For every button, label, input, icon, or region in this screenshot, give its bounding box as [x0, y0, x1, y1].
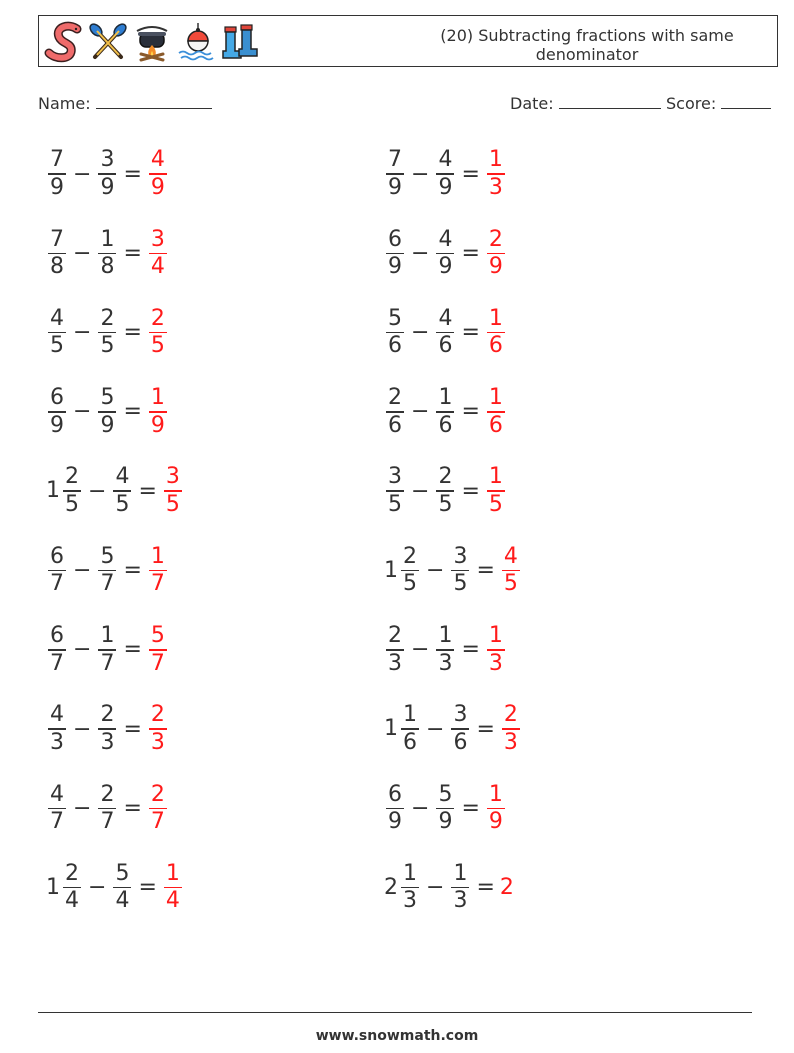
fraction [386, 464, 404, 518]
fraction [149, 385, 167, 439]
numerator: 1 [488, 147, 503, 173]
numerator: 6 [50, 623, 64, 649]
fraction [436, 227, 454, 281]
equals-sign: = [123, 320, 142, 346]
fraction [487, 623, 505, 677]
numerator: 4 [150, 147, 165, 173]
answer [485, 147, 507, 201]
fraction [451, 702, 469, 756]
fraction [487, 147, 505, 201]
minus-sign: − [73, 637, 92, 663]
fraction [487, 227, 505, 281]
denominator: 9 [100, 174, 115, 200]
fraction [98, 227, 116, 281]
rubber-boots-icon [219, 21, 261, 63]
fraction [386, 306, 404, 360]
whole-number: 1 [384, 557, 398, 583]
numerator: 1 [150, 385, 165, 411]
numerator: 3 [388, 464, 402, 490]
denominator: 9 [150, 174, 165, 200]
fraction [98, 306, 116, 360]
minus-sign: − [73, 240, 92, 266]
denominator: 6 [488, 333, 503, 359]
fraction [502, 544, 520, 598]
fraction [386, 147, 404, 201]
denominator: 6 [388, 412, 402, 438]
problem-row [46, 853, 184, 923]
denominator: 7 [100, 809, 115, 835]
denominator: 7 [100, 650, 115, 676]
denominator: 3 [100, 729, 115, 755]
numerator: 6 [388, 781, 402, 807]
minus-sign: − [73, 399, 92, 425]
minus-sign: − [426, 558, 445, 583]
numerator: 4 [50, 305, 64, 331]
score-blank [721, 92, 771, 109]
fraction [386, 782, 404, 836]
fraction [401, 861, 419, 915]
denominator: 6 [488, 412, 503, 438]
denominator: 6 [438, 412, 453, 438]
numerator: 6 [50, 543, 64, 569]
fraction [149, 702, 167, 756]
minus-sign: − [411, 240, 430, 266]
whole-number: 1 [46, 478, 60, 504]
answer [485, 782, 507, 836]
numerator: 2 [403, 543, 417, 569]
denominator: 5 [503, 571, 518, 597]
denominator: 9 [438, 174, 453, 200]
numerator: 3 [165, 464, 180, 490]
denominator: 3 [488, 650, 503, 676]
minus-sign: − [88, 875, 107, 901]
denominator: 5 [165, 491, 180, 517]
numerator: 1 [438, 623, 453, 649]
whole-number: 1 [384, 716, 398, 742]
numerator: 4 [503, 543, 518, 569]
numerator: 1 [488, 623, 503, 649]
numerator: 2 [100, 305, 115, 331]
numerator: 5 [115, 860, 130, 886]
fraction [98, 702, 116, 756]
problem-row [384, 536, 522, 606]
date-blank [559, 92, 661, 109]
denominator: 7 [100, 571, 115, 597]
denominator: 9 [100, 412, 115, 438]
denominator: 7 [50, 809, 64, 835]
denominator: 5 [100, 333, 115, 359]
answer [485, 385, 507, 439]
numerator: 5 [150, 623, 165, 649]
whole-number: 1 [46, 874, 60, 900]
answer [485, 464, 507, 518]
denominator: 7 [50, 650, 64, 676]
minus-sign: − [73, 161, 92, 187]
numerator: 3 [453, 702, 468, 728]
minus-sign: − [73, 795, 92, 821]
numerator: 4 [438, 305, 453, 331]
fraction [149, 544, 167, 598]
denominator: 8 [50, 254, 64, 280]
fraction [401, 702, 419, 756]
answer [500, 875, 515, 901]
denominator: 3 [438, 650, 453, 676]
equals-sign: = [461, 399, 480, 425]
footer-url: www.snowmath.com [315, 1028, 479, 1044]
numerator: 2 [150, 305, 165, 331]
answer [485, 306, 507, 360]
denominator: 3 [453, 888, 468, 914]
denominator: 9 [488, 809, 503, 835]
numerator: 2 [65, 464, 79, 490]
problem-row [384, 139, 507, 209]
equals-sign: = [476, 558, 495, 583]
answer [500, 702, 522, 756]
denominator: 7 [150, 809, 165, 835]
numerator: 1 [165, 860, 180, 886]
numerator: 1 [150, 543, 165, 569]
minus-sign: − [411, 399, 430, 425]
fraction [63, 464, 81, 518]
denominator: 5 [388, 491, 402, 517]
denominator: 6 [453, 729, 468, 755]
fraction [386, 227, 404, 281]
answer [162, 861, 184, 915]
fraction [149, 306, 167, 360]
denominator: 5 [488, 491, 503, 517]
problem-row [384, 298, 507, 368]
problem-row [46, 615, 169, 685]
denominator: 9 [388, 174, 402, 200]
numerator: 1 [403, 702, 417, 728]
numerator: 1 [453, 860, 468, 886]
denominator: 6 [438, 333, 453, 359]
numerator: 2 [100, 781, 115, 807]
fraction [451, 861, 469, 915]
numerator: 7 [50, 226, 64, 252]
fraction [98, 544, 116, 598]
fraction [48, 227, 66, 281]
answer [500, 544, 522, 598]
fraction [451, 544, 469, 598]
header-icons [43, 21, 261, 61]
numerator: 2 [388, 623, 402, 649]
minus-sign: − [88, 478, 107, 504]
denominator: 7 [150, 650, 165, 676]
answer [147, 702, 169, 756]
numerator: 1 [488, 305, 503, 331]
denominator: 3 [150, 729, 165, 755]
problem-row [46, 694, 169, 764]
numerator: 2 [100, 702, 115, 728]
equals-sign: = [123, 637, 142, 663]
problem-row [384, 456, 507, 526]
name-label: Name: [38, 94, 91, 113]
fraction [487, 782, 505, 836]
answer [147, 782, 169, 836]
name-blank [96, 92, 212, 109]
problem-row [384, 773, 507, 843]
minus-sign: − [411, 161, 430, 187]
equals-sign: = [123, 399, 142, 425]
denominator: 9 [150, 412, 165, 438]
problem-row [46, 773, 169, 843]
problem-row [384, 853, 515, 923]
answer [485, 227, 507, 281]
fraction [436, 306, 454, 360]
minus-sign: − [73, 716, 92, 742]
denominator: 6 [388, 333, 402, 359]
numerator: 1 [100, 623, 115, 649]
footer-divider [38, 1012, 752, 1013]
fraction [436, 782, 454, 836]
numerator: 1 [488, 385, 503, 411]
whole-number: 2 [384, 874, 398, 900]
numerator: 3 [100, 147, 115, 173]
answer [147, 147, 169, 201]
fraction [98, 385, 116, 439]
numerator: 3 [453, 543, 468, 569]
fraction [149, 227, 167, 281]
fraction [98, 782, 116, 836]
problem-row [46, 298, 169, 368]
minus-sign: − [426, 875, 445, 901]
fraction [48, 147, 66, 201]
denominator: 3 [50, 729, 64, 755]
crossed-paddles-icon [87, 21, 129, 63]
problem-row [46, 377, 169, 447]
answer [162, 464, 184, 518]
numerator: 5 [100, 543, 115, 569]
numerator: 2 [150, 781, 165, 807]
numerator: 1 [438, 385, 453, 411]
equals-sign: = [461, 320, 480, 346]
fraction [98, 147, 116, 201]
minus-sign: − [411, 637, 430, 663]
fraction [98, 623, 116, 677]
answer [147, 385, 169, 439]
fraction [436, 385, 454, 439]
numerator: 3 [150, 226, 165, 252]
fraction [149, 147, 167, 201]
fraction [113, 861, 131, 915]
problem-row [46, 139, 169, 209]
fraction [386, 623, 404, 677]
answer [147, 544, 169, 598]
denominator: 9 [438, 809, 453, 835]
date-field [510, 92, 661, 113]
denominator: 9 [488, 254, 503, 280]
denominator: 9 [388, 809, 402, 835]
problem-row [384, 218, 507, 288]
denominator: 9 [388, 254, 402, 280]
equals-sign: = [123, 716, 142, 742]
numerator: 7 [388, 147, 402, 173]
worm-icon [43, 21, 85, 63]
numerator: 2 [150, 702, 165, 728]
numerator: 4 [50, 702, 64, 728]
minus-sign: − [73, 558, 92, 583]
denominator: 7 [50, 571, 64, 597]
fraction [63, 861, 81, 915]
equals-sign: = [138, 875, 157, 901]
name-field [38, 92, 212, 113]
fraction [436, 147, 454, 201]
fraction [48, 385, 66, 439]
denominator: 5 [453, 571, 468, 597]
numerator: 2 [503, 702, 518, 728]
numerator: 6 [388, 226, 402, 252]
denominator: 4 [150, 254, 165, 280]
denominator: 4 [115, 888, 130, 914]
fraction [487, 306, 505, 360]
equals-sign: = [476, 716, 495, 742]
denominator: 5 [50, 333, 64, 359]
fraction [149, 623, 167, 677]
worksheet-header [38, 15, 778, 67]
numerator: 7 [50, 147, 64, 173]
denominator: 4 [65, 888, 79, 914]
fraction [386, 385, 404, 439]
denominator: 5 [115, 491, 130, 517]
answer [147, 623, 169, 677]
equals-sign: = [461, 637, 480, 663]
denominator: 5 [150, 333, 165, 359]
problem-row [384, 694, 522, 764]
fraction [436, 464, 454, 518]
equals-sign: = [138, 478, 157, 504]
fraction [487, 385, 505, 439]
fraction [502, 702, 520, 756]
fraction [48, 702, 66, 756]
fraction [48, 544, 66, 598]
fraction [113, 464, 131, 518]
answer [147, 306, 169, 360]
score-field [666, 92, 771, 113]
minus-sign: − [411, 478, 430, 504]
numerator: 2 [65, 860, 79, 886]
denominator: 5 [65, 491, 79, 517]
denominator: 8 [100, 254, 115, 280]
numerator: 5 [100, 385, 115, 411]
problem-row [384, 615, 507, 685]
worksheet-title: (20) Subtracting fractions with same denominator [440, 26, 734, 64]
numerator: 2 [488, 226, 503, 252]
problem-row [46, 218, 169, 288]
equals-sign: = [123, 558, 142, 583]
answer [147, 227, 169, 281]
minus-sign: − [411, 320, 430, 346]
denominator: 5 [403, 571, 417, 597]
fraction [164, 464, 182, 518]
problem-row [384, 377, 507, 447]
numerator: 1 [488, 464, 503, 490]
score-label: Score: [666, 94, 717, 113]
minus-sign: − [426, 716, 445, 742]
campfire-pot-icon [131, 21, 173, 63]
fraction [48, 623, 66, 677]
equals-sign: = [461, 240, 480, 266]
fraction [487, 464, 505, 518]
numerator: 2 [438, 464, 453, 490]
numerator: 6 [50, 385, 64, 411]
numerator: 4 [115, 464, 130, 490]
numerator: 1 [403, 860, 417, 886]
equals-sign: = [123, 795, 142, 821]
fraction [436, 623, 454, 677]
equals-sign: = [123, 240, 142, 266]
numerator: 4 [438, 226, 453, 252]
denominator: 3 [403, 888, 417, 914]
numerator: 4 [438, 147, 453, 173]
denominator: 6 [403, 729, 417, 755]
minus-sign: − [73, 320, 92, 346]
fraction [164, 861, 182, 915]
numerator: 5 [438, 781, 453, 807]
problem-row [46, 536, 169, 606]
denominator: 9 [50, 174, 64, 200]
fraction [48, 782, 66, 836]
numerator: 4 [50, 781, 64, 807]
denominator: 3 [488, 174, 503, 200]
denominator: 9 [50, 412, 64, 438]
fishing-bobber-icon [175, 21, 217, 63]
equals-sign: = [123, 161, 142, 187]
minus-sign: − [411, 795, 430, 821]
answer-whole-number: 2 [499, 874, 514, 900]
denominator: 7 [150, 571, 165, 597]
denominator: 3 [388, 650, 402, 676]
denominator: 5 [438, 491, 453, 517]
denominator: 9 [438, 254, 453, 280]
fraction [149, 782, 167, 836]
numerator: 2 [388, 385, 402, 411]
equals-sign: = [461, 478, 480, 504]
answer [485, 623, 507, 677]
fraction [401, 544, 419, 598]
denominator: 4 [165, 888, 180, 914]
equals-sign: = [461, 161, 480, 187]
numerator: 1 [488, 781, 503, 807]
equals-sign: = [476, 875, 495, 901]
numerator: 5 [388, 305, 402, 331]
equals-sign: = [461, 795, 480, 821]
problem-row [46, 456, 184, 526]
denominator: 3 [503, 729, 518, 755]
date-label: Date: [510, 94, 554, 113]
numerator: 1 [100, 226, 115, 252]
fraction [48, 306, 66, 360]
